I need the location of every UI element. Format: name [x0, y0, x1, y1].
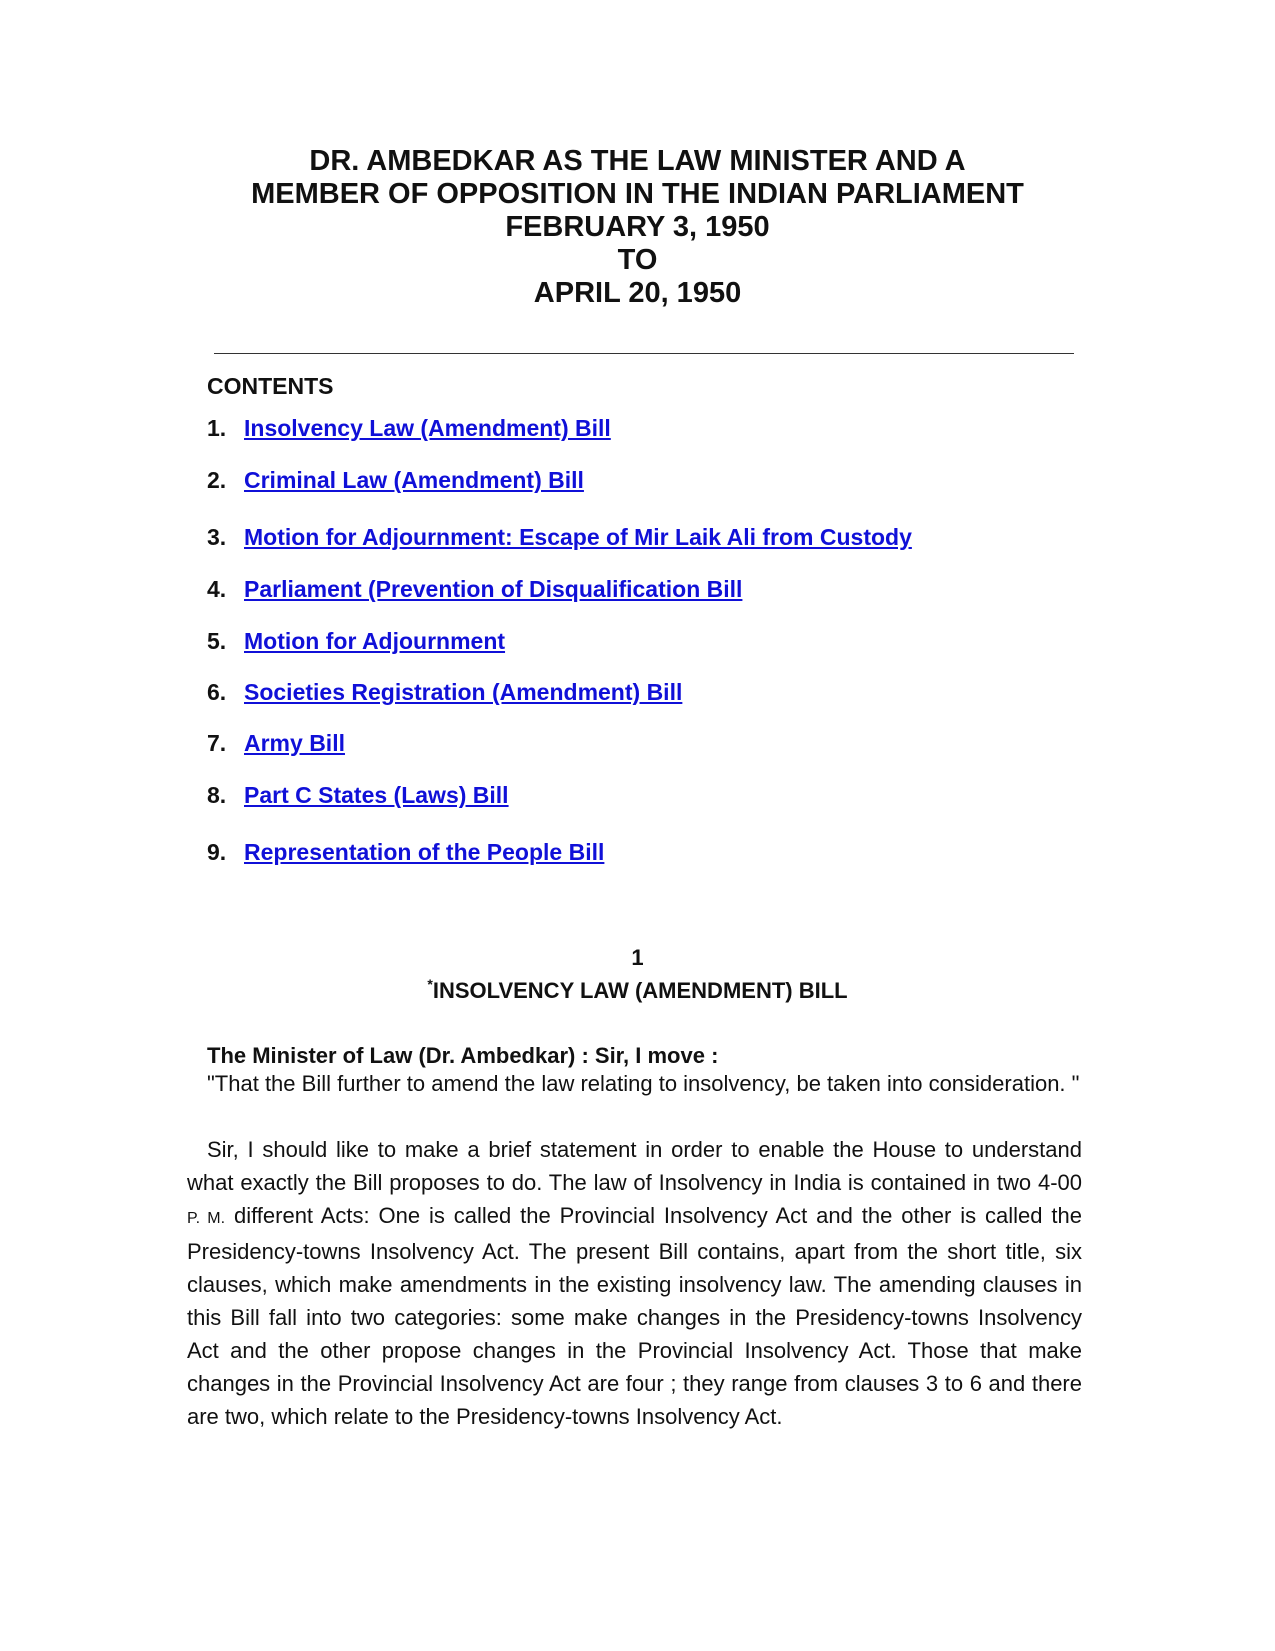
- contents-heading: CONTENTS: [207, 373, 334, 399]
- toc-link-part-c-states-bill[interactable]: Part C States (Laws) Bill: [244, 782, 509, 808]
- toc-item-3: [207, 523, 912, 551]
- title-date-end: APRIL 20, 1950: [533, 277, 742, 309]
- document-title: [150, 145, 1125, 310]
- toc-item-7: [207, 729, 345, 757]
- toc-number: 2.: [207, 467, 227, 493]
- toc-item-6: [207, 678, 682, 706]
- time-marker: P. M.: [187, 1210, 226, 1227]
- toc-item-9: [207, 838, 604, 866]
- title-line-1: DR. AMBEDKAR AS THE LAW MINISTER AND A: [309, 145, 966, 177]
- toc-number: 1.: [207, 415, 227, 441]
- toc-link-criminal-law-bill[interactable]: Criminal Law (Amendment) Bill: [244, 467, 584, 493]
- title-line-2: MEMBER OF OPPOSITION IN THE INDIAN PARLIAMENT: [251, 178, 1024, 210]
- toc-link-army-bill[interactable]: Army Bill: [244, 730, 345, 756]
- toc-link-representation-people-bill[interactable]: Representation of the People Bill: [244, 839, 605, 865]
- footnote-marker: *: [427, 976, 433, 992]
- toc-link-societies-registration-bill[interactable]: Societies Registration (Amendment) Bill: [244, 679, 683, 705]
- section-title: [150, 977, 1125, 1005]
- section-number: 1: [631, 945, 644, 970]
- statement-text-2: different Acts: One is called the Provincial Insolvency Act and the other is called the Presidency-towns Insolvency Act. The present Bill contains, apart from the short title, six clauses, which make amendments in the existing insolvency law. The amending clauses in this Bill fall into two categories: some make changes in the Presidency-towns Insolvency Act and the other propose changes in the Provincial Insolvency Act. Those that make changes in the Provincial Insolvency Act are four ; they range from clauses 3 to 6 and there are two, which relate to the Presidency-towns Insolvency Act.: [187, 1203, 1082, 1429]
- toc-link-parliament-disqualification-bill[interactable]: Parliament (Prevention of Disqualification Bill: [244, 576, 743, 602]
- motion-paragraph: "That the Bill further to amend the law relating to insolvency, be taken into consideration. ": [207, 1071, 1080, 1096]
- toc-number: 4.: [207, 576, 227, 602]
- toc-item-1: [207, 414, 611, 442]
- toc-number: 7.: [207, 730, 227, 756]
- statement-paragraph: [187, 1133, 1082, 1433]
- toc-number: 6.: [207, 679, 227, 705]
- toc-link-insolvency-law-bill[interactable]: Insolvency Law (Amendment) Bill: [244, 415, 611, 441]
- toc-item-2: [207, 466, 584, 494]
- toc-number: 3.: [207, 524, 227, 550]
- title-date-start: FEBRUARY 3, 1950: [505, 211, 770, 243]
- toc-item-4: [207, 575, 742, 603]
- statement-text-1: Sir, I should like to make a brief statement in order to enable the House to understand what exactly the Bill proposes to do. The law of Insolvency in India is contained in two 4-00: [187, 1137, 1082, 1195]
- section-title-text: INSOLVENCY LAW (AMENDMENT) BILL: [432, 978, 848, 1003]
- title-to: TO: [617, 244, 658, 276]
- horizontal-divider: [214, 353, 1074, 354]
- toc-link-motion-adjournment[interactable]: Motion for Adjournment: [244, 628, 506, 654]
- toc-number: 5.: [207, 628, 227, 654]
- toc-item-8: [207, 781, 509, 809]
- speaker-line: The Minister of Law (Dr. Ambedkar) : Sir, I move :: [207, 1043, 719, 1068]
- toc-number: 9.: [207, 839, 227, 865]
- toc-number: 8.: [207, 782, 227, 808]
- toc-link-motion-adjournment-mir-laik-ali[interactable]: Motion for Adjournment: Escape of Mir Laik Ali from Custody: [244, 524, 912, 550]
- toc-item-5: [207, 627, 505, 655]
